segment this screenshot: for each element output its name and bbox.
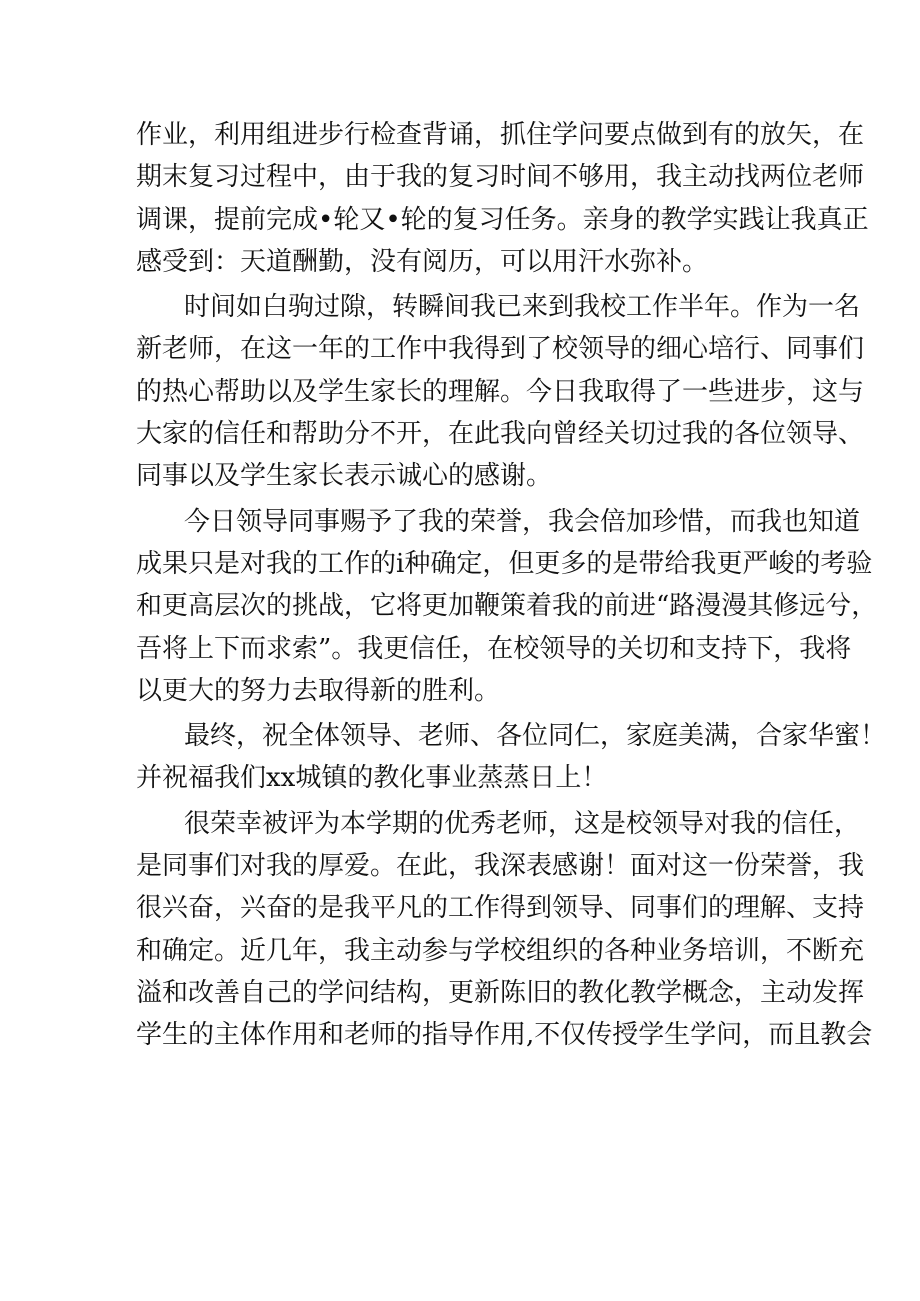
text-line: 同事以及学生家长表示诚心的感谢。 <box>136 461 553 492</box>
text-line: 很兴奋，兴奋的是我平凡的工作得到领导、同事们的理解、支持 <box>136 893 865 924</box>
text-line: 大家的信任和帮助分不开，在此我向曾经关切过我的各位领导、 <box>136 419 865 450</box>
text-line: 以更大的努力去取得新的胜利。 <box>136 675 501 706</box>
text-line: 学生的主体作用和老师的指导作用,不仅传授学生学问，而且教会 <box>136 1020 873 1051</box>
text-line: 是同事们对我的厚爱。在此，我深表感谢！面对这一份荣誉，我 <box>136 851 865 882</box>
text-line: 并祝福我们xx城镇的教化事业蒸蒸日上！ <box>136 763 608 794</box>
text-line: 溢和改善自己的学问结构，更新陈旧的教化教学概念，主动发挥 <box>136 977 865 1008</box>
paragraph-excellent-teacher <box>136 803 873 1057</box>
text-line: 成果只是对我的工作的i种确定，但更多的是带给我更严峻的考验 <box>136 548 873 579</box>
text-line: 今日领导同事赐予了我的荣誉，我会倍加珍惜，而我也知道 <box>184 506 861 537</box>
paragraph-continuation <box>136 114 869 283</box>
text-line: 期末复习过程中，由于我的复习时间不够用，我主动找两位老师 <box>136 162 865 193</box>
text-line: 的热心帮助以及学生家长的理解。今日我取得了一些进步，这与 <box>136 376 865 407</box>
text-line: 很荣幸被评为本学期的优秀老师，这是校领导对我的信任， <box>184 808 861 839</box>
text-line: 和确定。近几年，我主动参与学校组织的各种业务培训，不断充 <box>136 935 865 966</box>
paragraph-honor <box>136 501 878 712</box>
text-line: 调课，提前完成•轮又•轮的复习任务。亲身的教学实践让我真正 <box>136 204 869 235</box>
paragraph-gratitude <box>136 286 865 497</box>
text-line: 最终，祝全体领导、老师、各位同仁，家庭美满，合家华蜜！ <box>184 721 887 752</box>
text-line: 和更高层次的挑战，它将更加鞭策着我的前进“路漫漫其修远兮， <box>136 591 878 622</box>
text-line: 作业，利用组进步行检查背诵，抓住学问要点做到有的放矢，在 <box>136 120 865 150</box>
text-line: 新老师，在这一年的工作中我得到了校领导的细心培行、同事们 <box>136 334 865 365</box>
text-line: 吾将上下而求索”。我更信任，在校领导的关切和支持下，我将 <box>136 633 852 664</box>
text-line: 感受到：天道酬勤，没有阅历，可以用汗水弥补。 <box>136 246 709 277</box>
paragraph-blessing <box>136 715 887 800</box>
document-body <box>136 114 887 1057</box>
text-line: 时间如白驹过隙，转瞬间我已来到我校工作半年。作为一名 <box>184 292 861 323</box>
